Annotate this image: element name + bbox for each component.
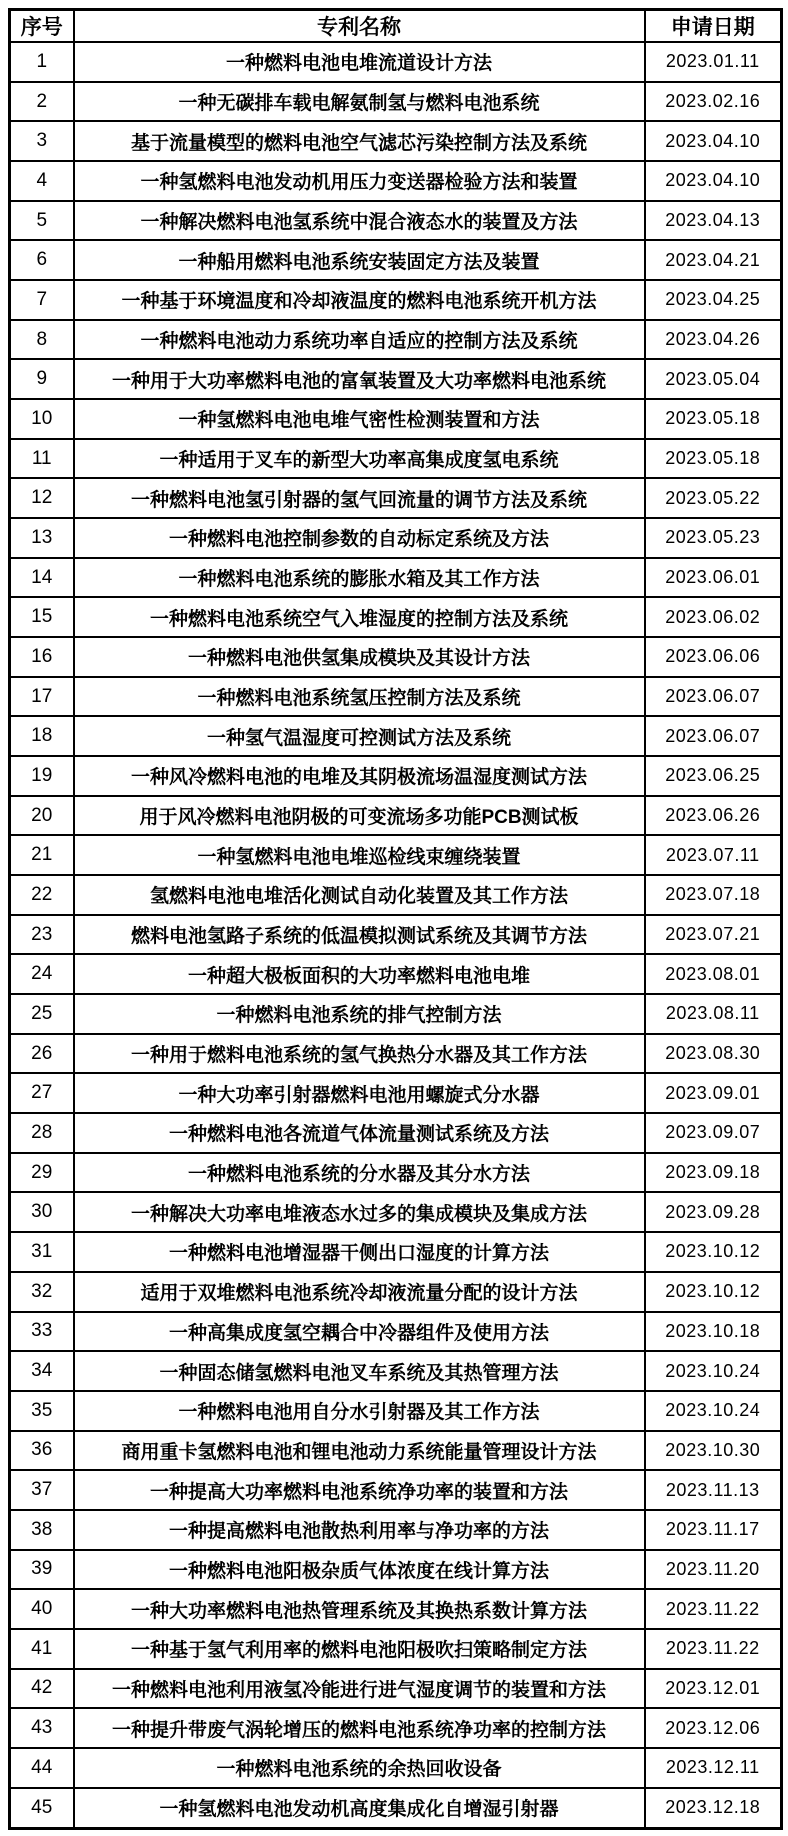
patent-name-cell: 一种基于环境温度和冷却液温度的燃料电池系统开机方法 <box>74 280 645 320</box>
table-row <box>10 597 782 637</box>
header-serial-number: 序号 <box>10 10 74 43</box>
table-row <box>10 201 782 241</box>
table-row <box>10 1391 782 1431</box>
table-row <box>10 1192 782 1232</box>
application-date-cell: 2023.05.04 <box>645 359 782 399</box>
table-row <box>10 1510 782 1550</box>
patent-name-cell: 一种燃料电池系统的排气控制方法 <box>74 994 645 1034</box>
table-row <box>10 1708 782 1748</box>
row-number-cell: 37 <box>10 1470 74 1510</box>
application-date-cell: 2023.12.11 <box>645 1748 782 1788</box>
row-number-cell: 29 <box>10 1153 74 1193</box>
header-application-date: 申请日期 <box>645 10 782 43</box>
patent-name-cell: 一种燃料电池供氢集成模块及其设计方法 <box>74 637 645 677</box>
application-date-cell: 2023.11.20 <box>645 1550 782 1590</box>
table-row <box>10 1589 782 1629</box>
patent-name-cell: 一种氢燃料电池电堆气密性检测装置和方法 <box>74 399 645 439</box>
row-number-cell: 42 <box>10 1669 74 1709</box>
row-number-cell: 45 <box>10 1788 74 1829</box>
application-date-cell: 2023.06.06 <box>645 637 782 677</box>
application-date-cell: 2023.10.12 <box>645 1272 782 1312</box>
application-date-cell: 2023.01.11 <box>645 42 782 82</box>
patent-name-cell: 一种用于燃料电池系统的氢气换热分水器及其工作方法 <box>74 1034 645 1074</box>
row-number-cell: 34 <box>10 1351 74 1391</box>
row-number-cell: 16 <box>10 637 74 677</box>
application-date-cell: 2023.12.01 <box>645 1669 782 1709</box>
patent-name-cell: 一种提升带废气涡轮增压的燃料电池系统净功率的控制方法 <box>74 1708 645 1748</box>
patent-name-cell: 一种适用于叉车的新型大功率高集成度氢电系统 <box>74 439 645 479</box>
row-number-cell: 15 <box>10 597 74 637</box>
patent-name-cell: 一种氢燃料电池发动机用压力变送器检验方法和装置 <box>74 161 645 201</box>
application-date-cell: 2023.07.11 <box>645 835 782 875</box>
application-date-cell: 2023.06.01 <box>645 558 782 598</box>
table-row <box>10 716 782 756</box>
row-number-cell: 11 <box>10 439 74 479</box>
application-date-cell: 2023.06.07 <box>645 677 782 717</box>
application-date-cell: 2023.10.24 <box>645 1391 782 1431</box>
row-number-cell: 44 <box>10 1748 74 1788</box>
application-date-cell: 2023.04.26 <box>645 320 782 360</box>
table-row <box>10 1470 782 1510</box>
application-date-cell: 2023.09.28 <box>645 1192 782 1232</box>
row-number-cell: 4 <box>10 161 74 201</box>
patent-name-cell: 一种解决燃料电池氢系统中混合液态水的装置及方法 <box>74 201 645 241</box>
application-date-cell: 2023.10.30 <box>645 1431 782 1471</box>
application-date-cell: 2023.07.21 <box>645 915 782 955</box>
patent-name-cell: 一种燃料电池控制参数的自动标定系统及方法 <box>74 518 645 558</box>
table-row <box>10 439 782 479</box>
application-date-cell: 2023.06.26 <box>645 796 782 836</box>
application-date-cell: 2023.06.07 <box>645 716 782 756</box>
row-number-cell: 27 <box>10 1073 74 1113</box>
patent-name-cell: 一种氢气温湿度可控测试方法及系统 <box>74 716 645 756</box>
table-row <box>10 1034 782 1074</box>
header-row <box>10 10 782 43</box>
patent-name-cell: 一种大功率燃料电池热管理系统及其换热系数计算方法 <box>74 1589 645 1629</box>
application-date-cell: 2023.12.06 <box>645 1708 782 1748</box>
patent-name-cell: 一种燃料电池电堆流道设计方法 <box>74 42 645 82</box>
table-row <box>10 915 782 955</box>
row-number-cell: 39 <box>10 1550 74 1590</box>
table-row <box>10 1113 782 1153</box>
row-number-cell: 8 <box>10 320 74 360</box>
patent-name-cell: 适用于双堆燃料电池系统冷却液流量分配的设计方法 <box>74 1272 645 1312</box>
row-number-cell: 13 <box>10 518 74 558</box>
row-number-cell: 1 <box>10 42 74 82</box>
row-number-cell: 24 <box>10 954 74 994</box>
table-row <box>10 518 782 558</box>
patent-name-cell: 一种超大极板面积的大功率燃料电池电堆 <box>74 954 645 994</box>
row-number-cell: 9 <box>10 359 74 399</box>
application-date-cell: 2023.09.07 <box>645 1113 782 1153</box>
application-date-cell: 2023.08.11 <box>645 994 782 1034</box>
row-number-cell: 17 <box>10 677 74 717</box>
table-row <box>10 359 782 399</box>
patent-name-cell: 一种燃料电池系统的余热回收设备 <box>74 1748 645 1788</box>
patent-table-body <box>10 42 782 1829</box>
row-number-cell: 12 <box>10 478 74 518</box>
row-number-cell: 33 <box>10 1312 74 1352</box>
table-row <box>10 796 782 836</box>
table-row <box>10 121 782 161</box>
application-date-cell: 2023.08.30 <box>645 1034 782 1074</box>
patent-name-cell: 一种高集成度氢空耦合中冷器组件及使用方法 <box>74 1312 645 1352</box>
row-number-cell: 40 <box>10 1589 74 1629</box>
header-patent-name: 专利名称 <box>74 10 645 43</box>
table-row <box>10 280 782 320</box>
patent-table <box>8 8 783 1830</box>
row-number-cell: 36 <box>10 1431 74 1471</box>
application-date-cell: 2023.11.22 <box>645 1629 782 1669</box>
application-date-cell: 2023.07.18 <box>645 875 782 915</box>
patent-name-cell: 一种固态储氢燃料电池叉车系统及其热管理方法 <box>74 1351 645 1391</box>
application-date-cell: 2023.10.12 <box>645 1232 782 1272</box>
row-number-cell: 43 <box>10 1708 74 1748</box>
application-date-cell: 2023.10.24 <box>645 1351 782 1391</box>
application-date-cell: 2023.11.22 <box>645 1589 782 1629</box>
application-date-cell: 2023.08.01 <box>645 954 782 994</box>
patent-name-cell: 一种燃料电池系统空气入堆湿度的控制方法及系统 <box>74 597 645 637</box>
table-row <box>10 1629 782 1669</box>
table-row <box>10 1788 782 1829</box>
table-row <box>10 1272 782 1312</box>
patent-name-cell: 一种基于氢气利用率的燃料电池阳极吹扫策略制定方法 <box>74 1629 645 1669</box>
application-date-cell: 2023.04.13 <box>645 201 782 241</box>
patent-name-cell: 一种燃料电池利用液氢冷能进行进气湿度调节的装置和方法 <box>74 1669 645 1709</box>
table-row <box>10 1153 782 1193</box>
table-row <box>10 1669 782 1709</box>
patent-name-cell: 基于流量模型的燃料电池空气滤芯污染控制方法及系统 <box>74 121 645 161</box>
row-number-cell: 32 <box>10 1272 74 1312</box>
patent-name-cell: 商用重卡氢燃料电池和锂电池动力系统能量管理设计方法 <box>74 1431 645 1471</box>
application-date-cell: 2023.04.25 <box>645 280 782 320</box>
application-date-cell: 2023.11.17 <box>645 1510 782 1550</box>
table-row <box>10 240 782 280</box>
patent-name-cell: 一种用于大功率燃料电池的富氧装置及大功率燃料电池系统 <box>74 359 645 399</box>
table-row <box>10 1748 782 1788</box>
table-row <box>10 1351 782 1391</box>
patent-name-cell: 一种燃料电池各流道气体流量测试系统及方法 <box>74 1113 645 1153</box>
row-number-cell: 38 <box>10 1510 74 1550</box>
patent-name-cell: 一种提高燃料电池散热利用率与净功率的方法 <box>74 1510 645 1550</box>
patent-name-cell: 一种风冷燃料电池的电堆及其阴极流场温湿度测试方法 <box>74 756 645 796</box>
row-number-cell: 19 <box>10 756 74 796</box>
application-date-cell: 2023.04.10 <box>645 121 782 161</box>
row-number-cell: 41 <box>10 1629 74 1669</box>
row-number-cell: 10 <box>10 399 74 439</box>
application-date-cell: 2023.05.18 <box>645 439 782 479</box>
row-number-cell: 3 <box>10 121 74 161</box>
table-row <box>10 677 782 717</box>
table-row <box>10 82 782 122</box>
row-number-cell: 6 <box>10 240 74 280</box>
patent-name-cell: 一种燃料电池用自分水引射器及其工作方法 <box>74 1391 645 1431</box>
patent-name-cell: 一种燃料电池阳极杂质气体浓度在线计算方法 <box>74 1550 645 1590</box>
table-row <box>10 994 782 1034</box>
table-row <box>10 42 782 82</box>
patent-name-cell: 氢燃料电池电堆活化测试自动化装置及其工作方法 <box>74 875 645 915</box>
row-number-cell: 2 <box>10 82 74 122</box>
table-row <box>10 558 782 598</box>
application-date-cell: 2023.06.25 <box>645 756 782 796</box>
patent-name-cell: 一种燃料电池系统的分水器及其分水方法 <box>74 1153 645 1193</box>
patent-name-cell: 用于风冷燃料电池阴极的可变流场多功能PCB测试板 <box>74 796 645 836</box>
row-number-cell: 28 <box>10 1113 74 1153</box>
table-row <box>10 399 782 439</box>
row-number-cell: 14 <box>10 558 74 598</box>
table-row <box>10 637 782 677</box>
application-date-cell: 2023.09.01 <box>645 1073 782 1113</box>
patent-name-cell: 一种提高大功率燃料电池系统净功率的装置和方法 <box>74 1470 645 1510</box>
patent-name-cell: 一种氢燃料电池发动机高度集成化自增湿引射器 <box>74 1788 645 1829</box>
row-number-cell: 22 <box>10 875 74 915</box>
patent-name-cell: 一种燃料电池增湿器干侧出口湿度的计算方法 <box>74 1232 645 1272</box>
row-number-cell: 21 <box>10 835 74 875</box>
table-row <box>10 1431 782 1471</box>
patent-name-cell: 一种燃料电池动力系统功率自适应的控制方法及系统 <box>74 320 645 360</box>
row-number-cell: 5 <box>10 201 74 241</box>
row-number-cell: 18 <box>10 716 74 756</box>
table-row <box>10 1550 782 1590</box>
row-number-cell: 35 <box>10 1391 74 1431</box>
application-date-cell: 2023.04.21 <box>645 240 782 280</box>
application-date-cell: 2023.04.10 <box>645 161 782 201</box>
patent-name-cell: 一种燃料电池氢引射器的氢气回流量的调节方法及系统 <box>74 478 645 518</box>
patent-table-header <box>10 10 782 43</box>
row-number-cell: 23 <box>10 915 74 955</box>
patent-name-cell: 一种大功率引射器燃料电池用螺旋式分水器 <box>74 1073 645 1113</box>
patent-name-cell: 一种船用燃料电池系统安装固定方法及装置 <box>74 240 645 280</box>
table-row <box>10 1312 782 1352</box>
patent-name-cell: 一种燃料电池系统的膨胀水箱及其工作方法 <box>74 558 645 598</box>
table-row <box>10 835 782 875</box>
patent-name-cell: 一种氢燃料电池电堆巡检线束缠绕装置 <box>74 835 645 875</box>
application-date-cell: 2023.05.23 <box>645 518 782 558</box>
patent-name-cell: 一种燃料电池系统氢压控制方法及系统 <box>74 677 645 717</box>
table-row <box>10 875 782 915</box>
row-number-cell: 7 <box>10 280 74 320</box>
table-row <box>10 954 782 994</box>
row-number-cell: 20 <box>10 796 74 836</box>
patent-name-cell: 一种解决大功率电堆液态水过多的集成模块及集成方法 <box>74 1192 645 1232</box>
application-date-cell: 2023.05.18 <box>645 399 782 439</box>
row-number-cell: 26 <box>10 1034 74 1074</box>
application-date-cell: 2023.12.18 <box>645 1788 782 1829</box>
patent-name-cell: 燃料电池氢路子系统的低温模拟测试系统及其调节方法 <box>74 915 645 955</box>
patent-name-cell: 一种无碳排车载电解氨制氢与燃料电池系统 <box>74 82 645 122</box>
row-number-cell: 31 <box>10 1232 74 1272</box>
table-row <box>10 1073 782 1113</box>
application-date-cell: 2023.06.02 <box>645 597 782 637</box>
table-row <box>10 1232 782 1272</box>
row-number-cell: 25 <box>10 994 74 1034</box>
application-date-cell: 2023.10.18 <box>645 1312 782 1352</box>
application-date-cell: 2023.09.18 <box>645 1153 782 1193</box>
table-row <box>10 161 782 201</box>
table-row <box>10 320 782 360</box>
table-row <box>10 756 782 796</box>
table-row <box>10 478 782 518</box>
application-date-cell: 2023.11.13 <box>645 1470 782 1510</box>
application-date-cell: 2023.02.16 <box>645 82 782 122</box>
row-number-cell: 30 <box>10 1192 74 1232</box>
application-date-cell: 2023.05.22 <box>645 478 782 518</box>
